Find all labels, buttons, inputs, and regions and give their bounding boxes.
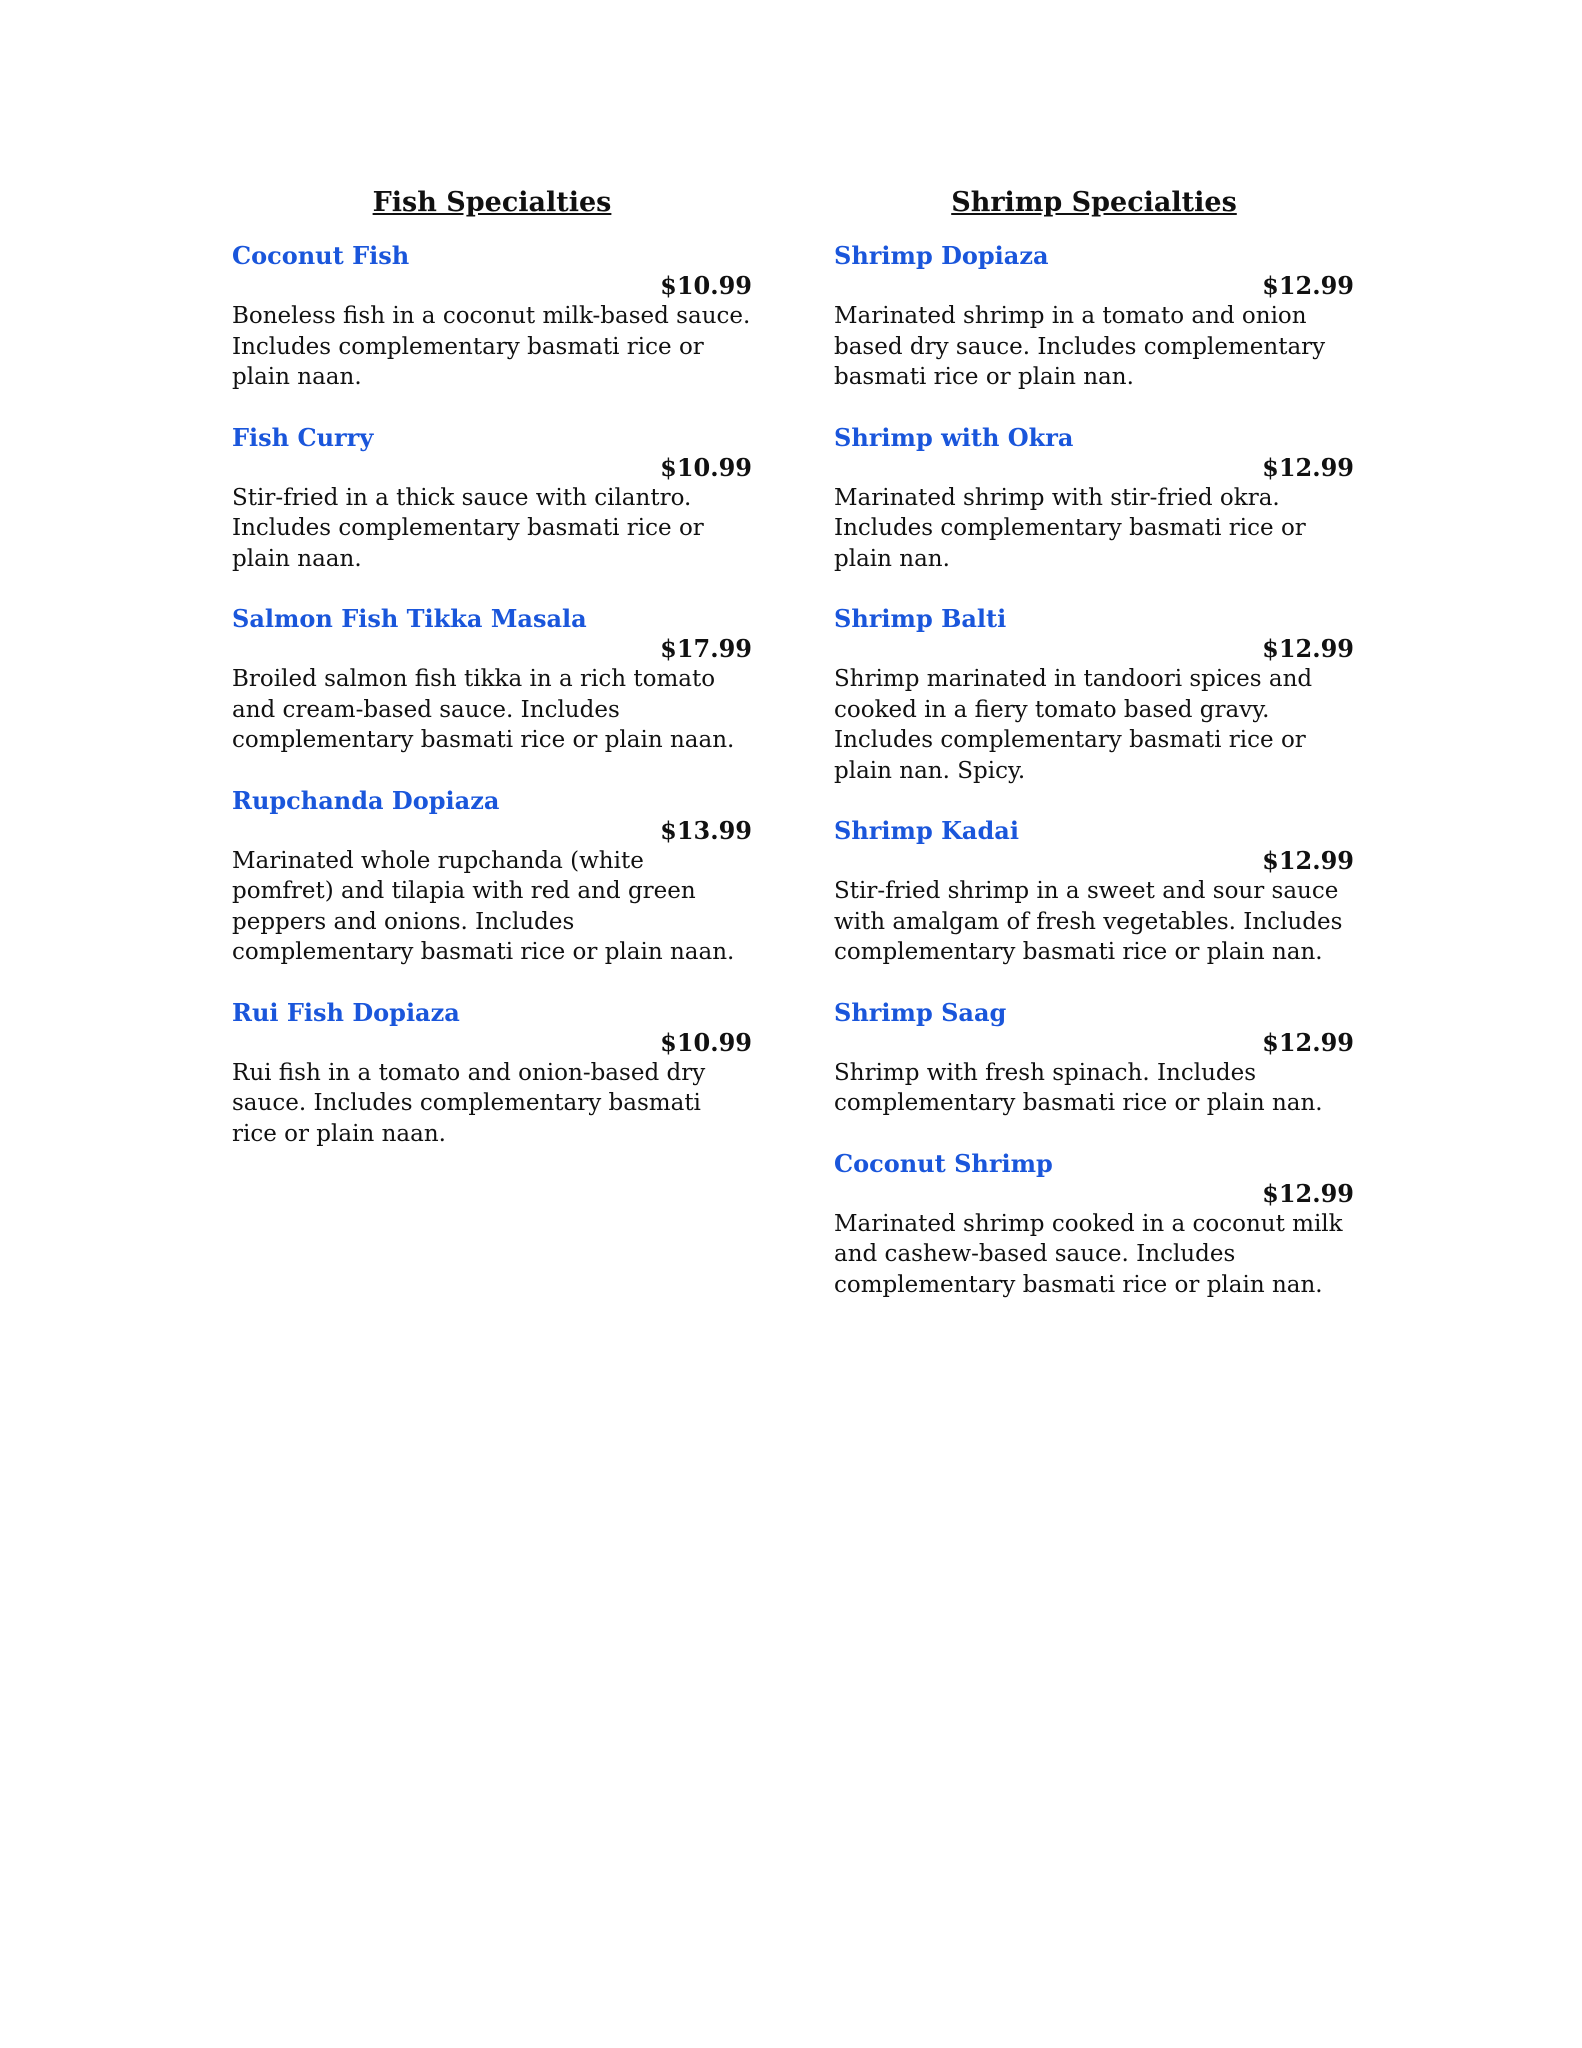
menu-item-name: Fish Curry [232,422,374,452]
menu-item-description: Shrimp marinated in tandoori spices and cooked in a fiery tomato based gravy. Includes complementary basmati rice or plain nan. Spicy. [834,666,1313,784]
menu-item-price: $10.99 [660,452,752,482]
menu-item [232,423,752,575]
menu-item-description: Broiled salmon fish tikka in a rich tomato and cream-based sauce. Includes complementary basmati rice or plain naan. [232,666,735,753]
menu-item [834,1149,1354,1301]
menu-item-description: Stir-fried in a thick sauce with cilantro. Includes complementary basmati rice or plain naan. [232,484,704,572]
menu-item-description: Boneless fish in a coconut milk-based sauce. Includes complementary basmati rice or plain naan. [232,303,751,390]
menu-item-name: Rupchanda Dopiaza [232,785,500,815]
shrimp-specialties-column [834,185,1354,1330]
menu-item-price: $12.99 [1262,271,1354,300]
menu-item [834,423,1354,575]
menu-item [834,604,1354,786]
menu-item [834,816,1354,968]
fish-specialties-column [232,185,752,1179]
menu-item-price: $13.99 [660,815,752,845]
menu-item-description: Marinated shrimp in a tomato and onion based dry sauce. Includes complementary basmati rice or plain nan. [834,303,1326,390]
menu-item-price: $10.99 [660,271,752,300]
menu-item-price: $12.99 [1262,846,1354,875]
menu-item [232,241,752,393]
menu-item-name: Shrimp with Okra [834,422,1074,452]
menu-item-price: $12.99 [1262,452,1354,482]
menu-item-name: Coconut Shrimp [834,1148,1053,1178]
menu-item-name: Shrimp Saag [834,997,1007,1027]
menu-item-description: Stir-fried shrimp in a sweet and sour sauce with amalgam of fresh vegetables. Includes complementary basmati rice or plain nan. [834,878,1343,965]
menu-item [232,604,752,756]
menu-item-price: $12.99 [1262,1178,1354,1208]
menu-item-name: Rui Fish Dopiaza [232,997,460,1027]
menu-item-price: $17.99 [660,634,752,663]
menu-item-description: Marinated shrimp with stir-fried okra. Includes complementary basmati rice or plain nan. [834,484,1306,572]
menu-item-description: Marinated shrimp cooked in a coconut milk and cashew-based sauce. Includes complementary basmati rice or plain nan. [834,1210,1343,1298]
menu-item-description: Marinated whole rupchanda (white pomfret) and tilapia with red and green peppers and onions. Includes complementary basmati rice or plain naan. [232,847,735,965]
menu-item [232,998,752,1150]
menu-item-name: Salmon Fish Tikka Masala [232,604,587,633]
fish-specialties-heading: Fish Specialties [372,187,612,218]
menu-item-price: $10.99 [660,1027,752,1057]
menu-item [834,998,1354,1119]
menu-item-description: Shrimp with fresh spinach. Includes complementary basmati rice or plain nan. [834,1059,1323,1116]
menu-item [232,786,752,968]
menu-item-name: Shrimp Balti [834,604,1007,633]
menu-item-name: Coconut Fish [232,241,410,270]
menu-item-description: Rui fish in a tomato and onion-based dry sauce. Includes complementary basmati rice or plain naan. [232,1059,706,1147]
menu-item-price: $12.99 [1262,1027,1354,1057]
menu-item-price: $12.99 [1262,634,1354,663]
shrimp-specialties-heading: Shrimp Specialties [951,187,1237,218]
menu-item-name: Shrimp Kadai [834,816,1019,845]
menu-item-name: Shrimp Dopiaza [834,241,1049,270]
menu-item [834,241,1354,393]
